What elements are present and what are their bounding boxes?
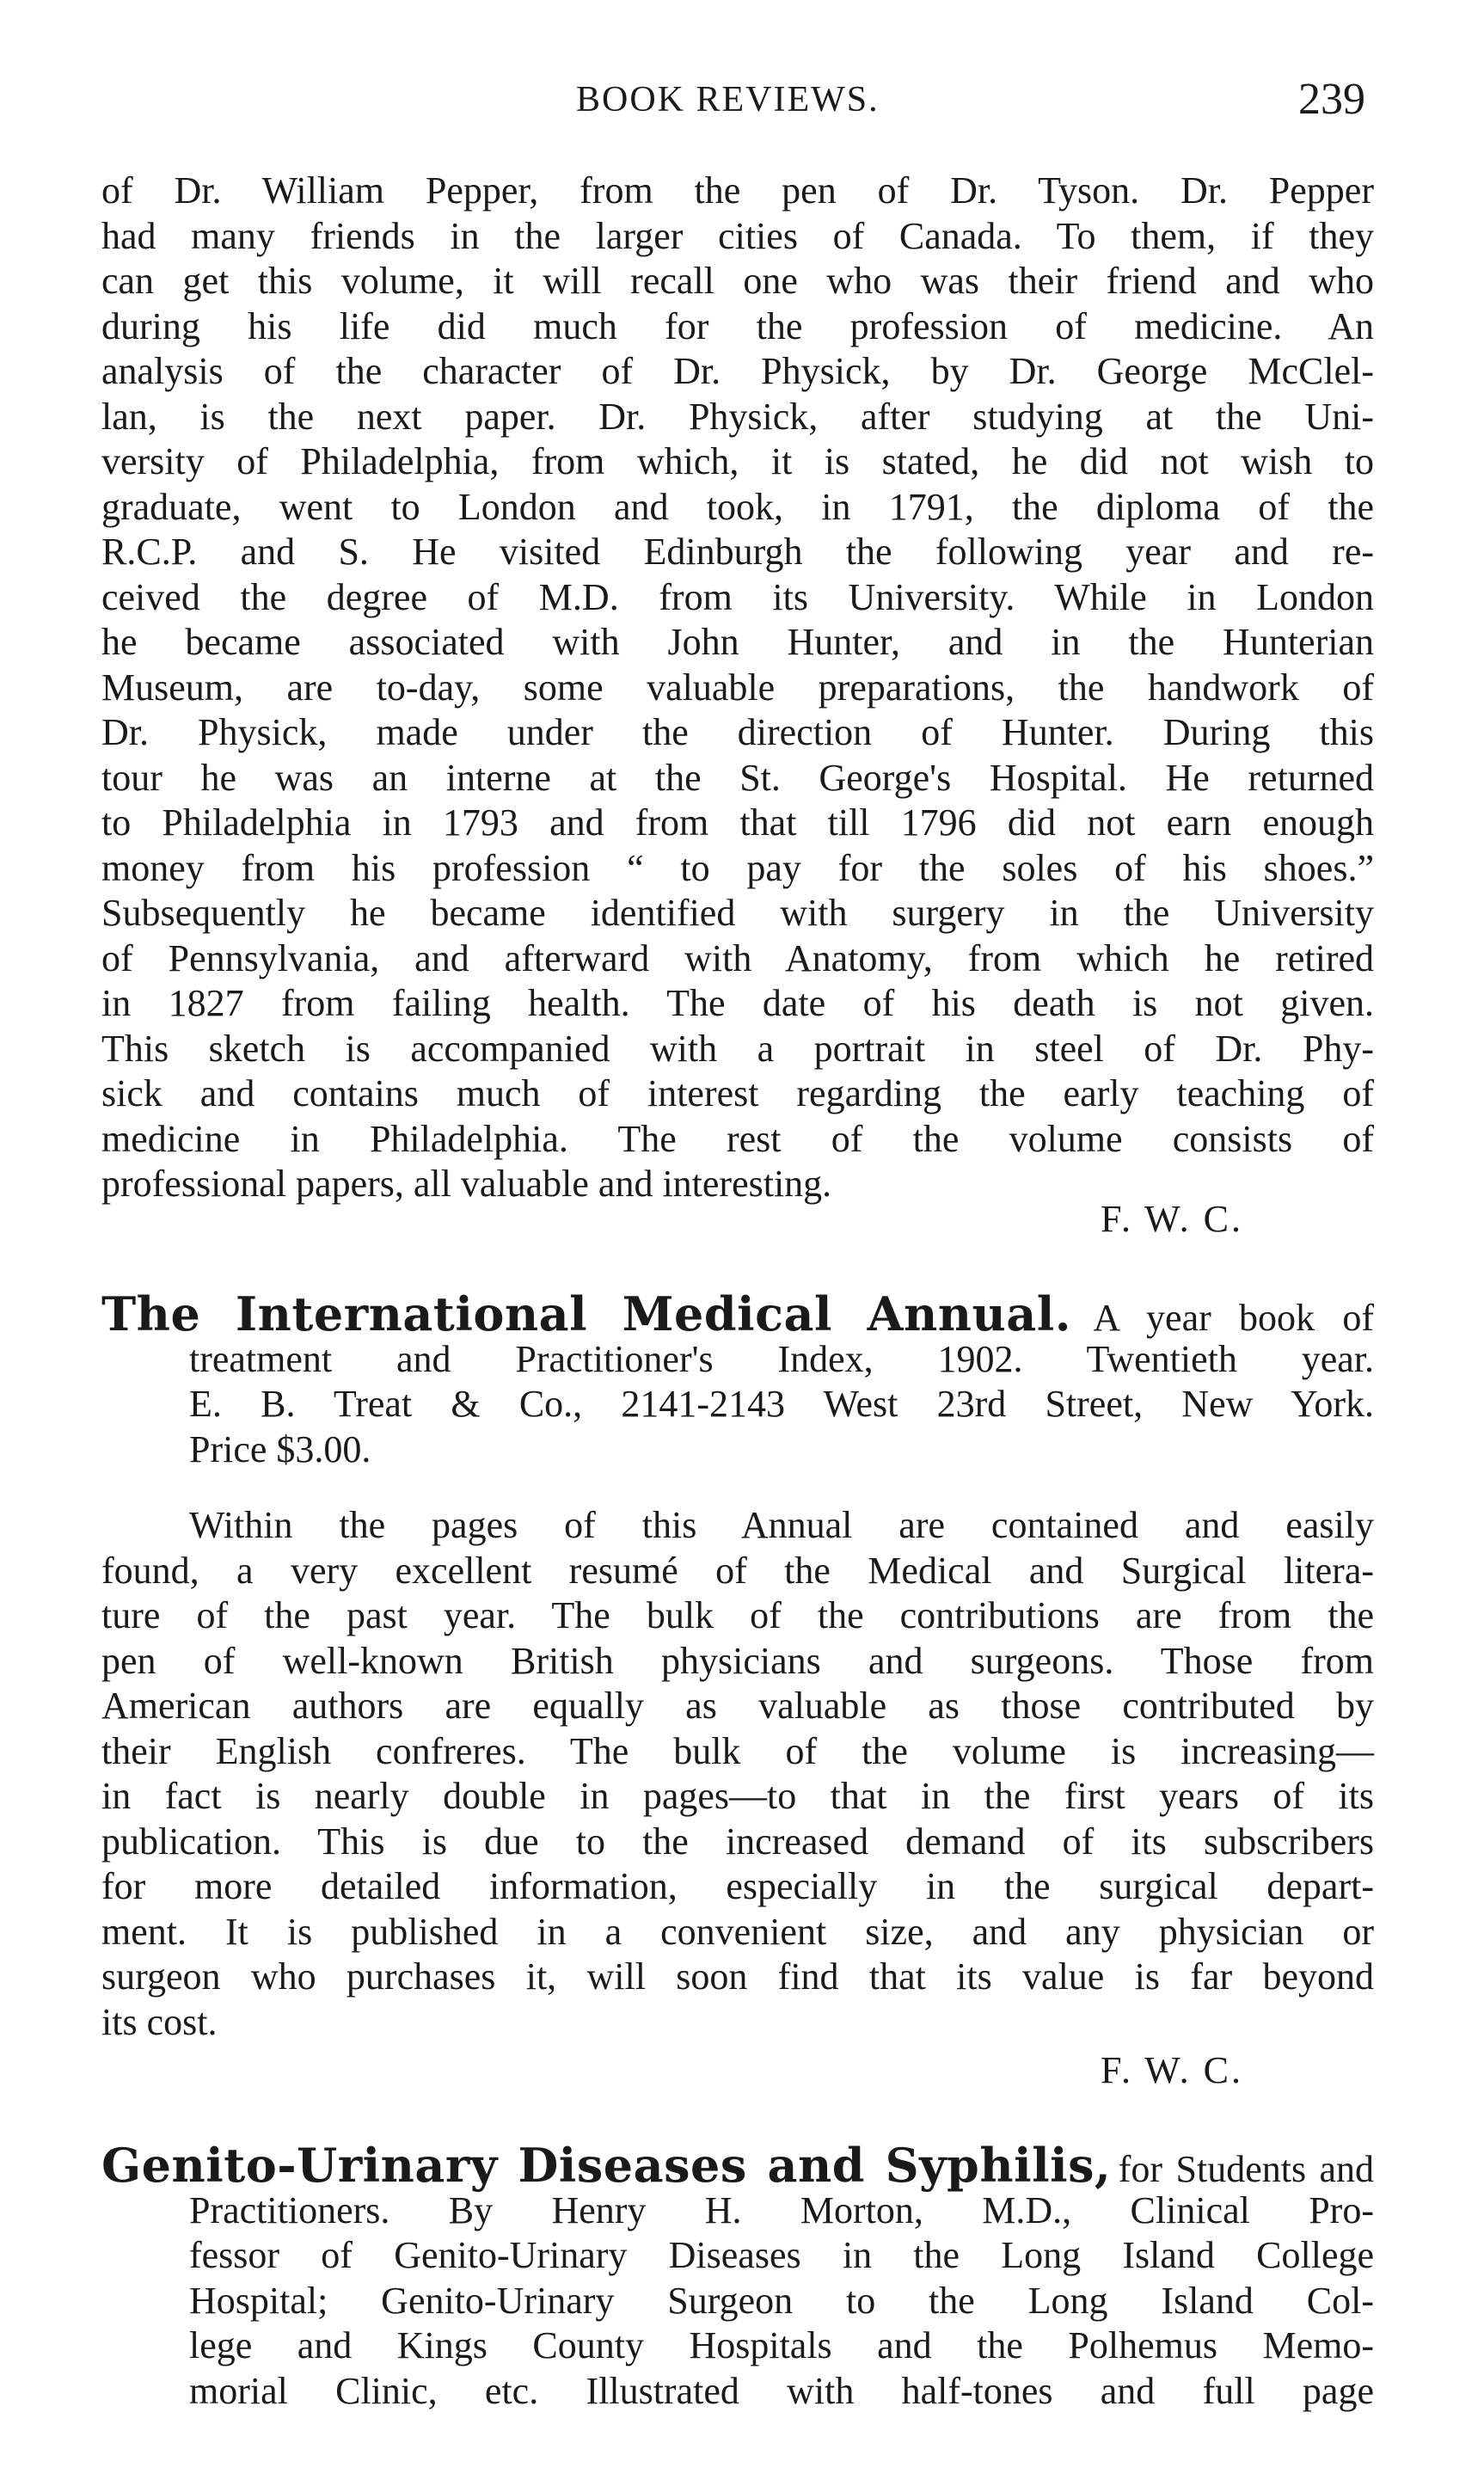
text-line: sick and contains much of interest regarding the early teaching of [101,1072,1374,1114]
text-line: their English confreres. The bulk of the volume is increasing— [101,1729,1374,1772]
text-line: in fact is nearly double in pages—to that in the first years of its [101,1775,1374,1817]
heading-text: for Students and [1118,2148,1375,2190]
heading-line [101,2138,1375,2193]
heading-line [101,1286,1374,1341]
text-line: ture of the past year. The bulk of the contributions are from the [101,1594,1374,1636]
heading-line: Price $3.00. [189,1427,371,1470]
text-line: ment. It is published in a convenient size, and any physician or [101,1910,1374,1953]
text-line: tour he was an interne at the St. George's Hospital. He returned [101,756,1374,799]
text-line: surgeon who purchases it, will soon find that its value is far beyond [101,1955,1374,1998]
text-line: This sketch is accompanied with a portrait in steel of Dr. Phy- [101,1027,1374,1070]
text-line: R.C.P. and S. He visited Edinburgh the following year and re- [101,531,1374,573]
heading-line: lege and Kings County Hospitals and the Polhemus Memo- [189,2324,1374,2366]
text-line: found, a very excellent resumé of the Medical and Surgical litera- [101,1549,1374,1592]
text-line: he became associated with John Hunter, and in the Hunterian [101,621,1374,663]
text-line: versity of Philadelphia, from which, it is stated, he did not wish to [101,440,1374,482]
text-line: American authors are equally as valuable as those contributed by [101,1685,1374,1727]
text-line: Subsequently he became identified with surgery in the University [101,892,1374,934]
text-line: money from his profession “ to pay for the soles of his shoes.” [101,846,1374,889]
text-line: of Dr. William Pepper, from the pen of Dr. Tyson. Dr. Pepper [101,169,1374,212]
text-line: Dr. Physick, made under the direction of Hunter. During this [101,711,1374,753]
text-line: graduate, went to London and took, in 1791, the diploma of the [101,485,1374,528]
text-line: analysis of the character of Dr. Physick, by Dr. George McClel- [101,350,1374,392]
review-2-text [101,1503,1374,2045]
heading-line: E. B. Treat & Co., 2141-2143 West 23rd Street, New York. [189,1383,1374,1425]
review-2-signature: F. W. C. [1101,2049,1243,2091]
text-line: can get this volume, it will recall one who was their friend and who [101,260,1374,302]
running-title: BOOK REVIEWS. [576,80,880,120]
text-line: had many friends in the larger cities of Canada. To them, if they [101,214,1374,257]
text-line: pen of well-known British physicians and surgeons. Those from [101,1639,1374,1682]
text-line: lan, is the next paper. Dr. Physick, after studying at the Uni- [101,395,1374,438]
text-line: for more detailed information, especially in the surgical depart- [101,1865,1374,1907]
review-1-text [101,169,1374,1207]
text-line: medicine in Philadelphia. The rest of the volume consists of [101,1117,1374,1160]
heading-line: fessor of Genito-Urinary Diseases in the Long Island College [189,2234,1374,2276]
text-line: during his life did much for the profession of medicine. An [101,304,1374,347]
text-line: Museum, are to-day, some valuable preparations, the handwork of [101,666,1374,709]
heading-line: treatment and Practitioner's Index, 1902. Twentieth year. [189,1337,1374,1380]
text-line: its cost. [101,2000,218,2043]
heading-line: Practitioners. By Henry H. Morton, M.D., Clinical Pro- [189,2188,1374,2231]
heading-line: Hospital; Genito-Urinary Surgeon to the Long Island Col- [189,2279,1374,2322]
text-line: publication. This is due to the increased demand of its subscribers [101,1820,1374,1863]
page-number: 239 [1298,75,1365,124]
heading-line: morial Clinic, etc. Illustrated with half-tones and full page [189,2369,1374,2412]
text-line: ceived the degree of M.D. from its University. While in London [101,575,1374,618]
review-2-heading [101,1286,1374,1472]
text-line: professional papers, all valuable and interesting. [101,1163,832,1205]
text-line: Within the pages of this Annual are contained and easily [189,1504,1374,1546]
text-line: to Philadelphia in 1793 and from that till 1796 did not earn enough [101,801,1374,844]
heading-text: A year book of [1093,1297,1374,1339]
text-line: in 1827 from failing health. The date of his death is not given. [101,982,1374,1024]
book-title: The International Medical Annual. [101,1286,1072,1341]
review-1-signature: F. W. C. [1101,1198,1243,1240]
text-line: of Pennsylvania, and afterward with Anatomy, from which he retired [101,936,1374,979]
review-3-heading [101,2138,1375,2414]
running-head [0,75,1484,131]
book-title: Genito-Urinary Diseases and Syphilis, [101,2138,1112,2193]
